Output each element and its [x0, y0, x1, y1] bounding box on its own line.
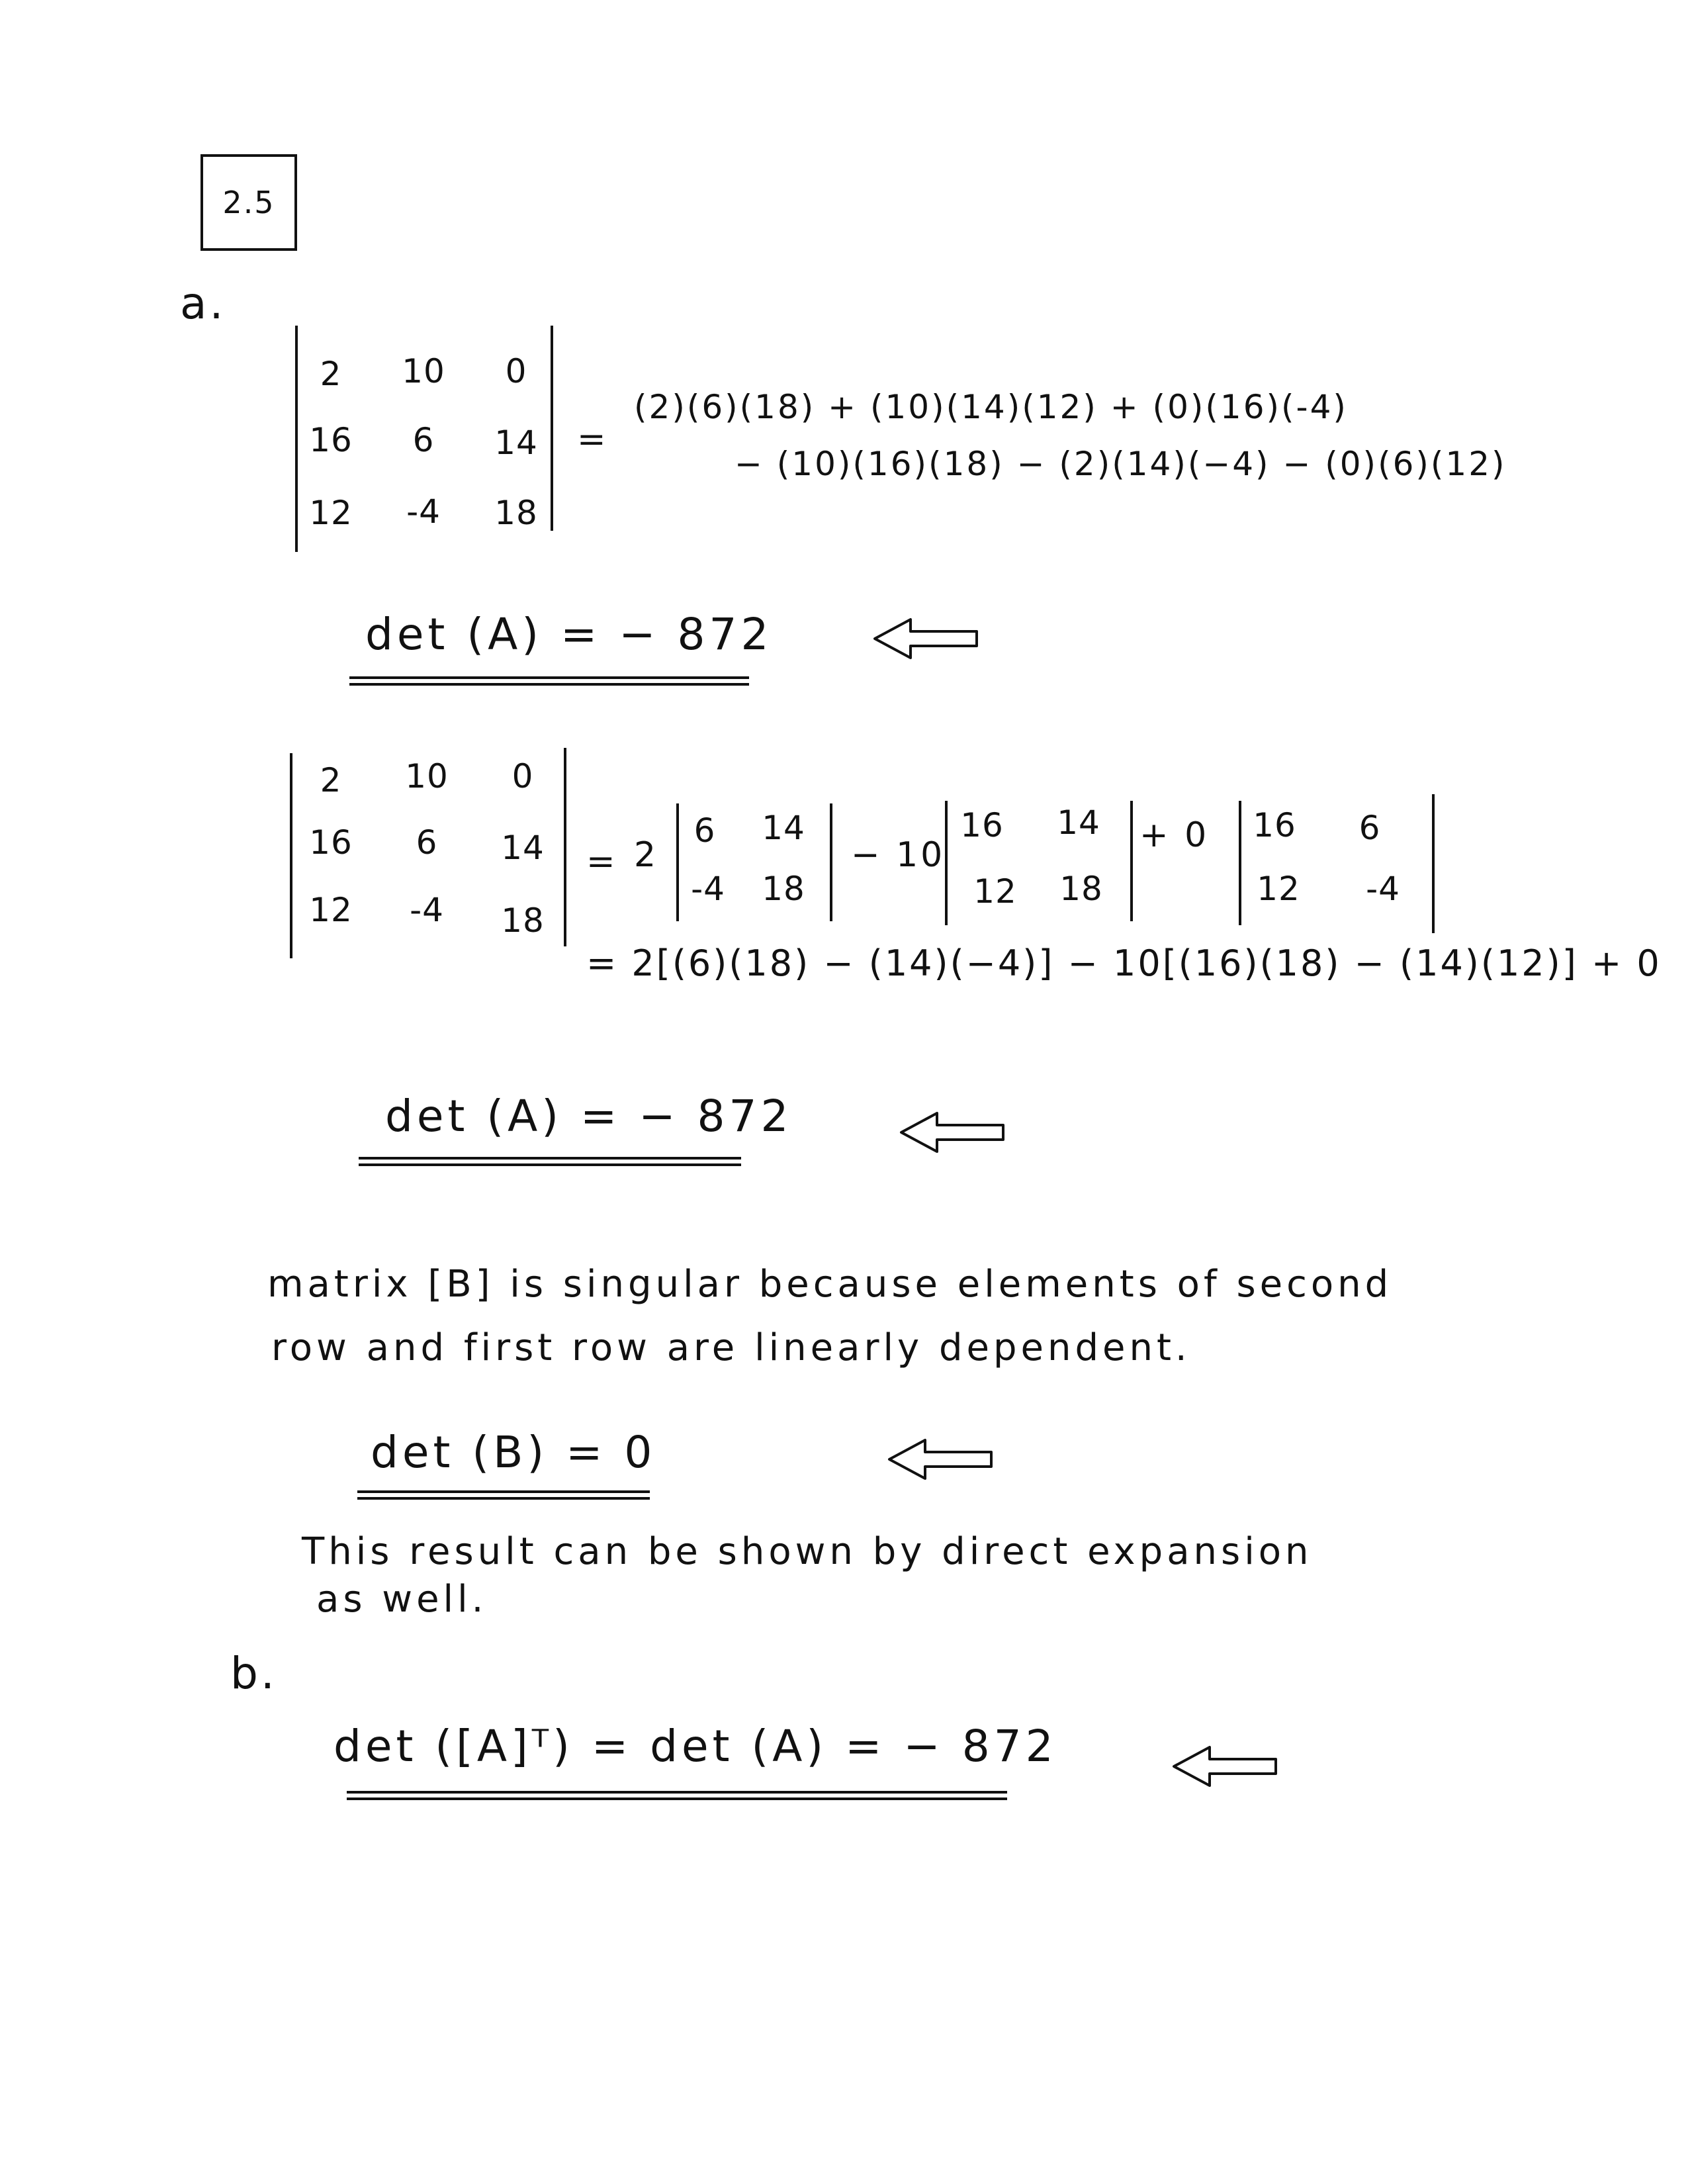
left-arrow-icon	[872, 615, 981, 662]
minor-cell: -4	[1366, 870, 1400, 908]
matrix-right-bar	[564, 748, 566, 946]
double-underline	[357, 1490, 650, 1500]
matrix-cell: 2	[320, 761, 342, 799]
matrix-cell: 2	[320, 355, 342, 393]
cofactor-coefficient-2: − 10	[851, 835, 946, 875]
sarrus-expansion-line-1: (2)(6)(18) + (10)(14)(12) + (0)(16)(-4)	[634, 388, 1348, 426]
det-a-result-2: det (A) = − 872	[385, 1091, 793, 1142]
matrix-cell: 0	[512, 757, 534, 796]
matrix-cell: 10	[402, 352, 445, 390]
cofactor-coefficient-1: 2	[634, 835, 659, 875]
matrix-cell: 18	[494, 494, 538, 532]
sarrus-expansion-line-2: − (10)(16)(18) − (2)(14)(−4) − (0)(6)(12)	[735, 445, 1507, 483]
matrix-cell: 10	[405, 757, 449, 796]
det-a-transpose-result: det ([A]ᵀ) = det (A) = − 872	[334, 1721, 1057, 1772]
double-underline	[349, 676, 749, 686]
matrix-cell: 0	[505, 352, 527, 390]
minor-cell: 16	[960, 806, 1004, 844]
matrix-cell: -4	[410, 891, 444, 929]
part-b-label: b.	[230, 1648, 277, 1699]
det-b-result: det (B) = 0	[371, 1427, 656, 1478]
equals-sign: =	[586, 842, 618, 882]
minor-cell: 14	[1057, 803, 1100, 842]
minor-cell: 12	[1257, 870, 1300, 908]
matrix-cell: 16	[309, 421, 353, 459]
double-underline	[359, 1157, 741, 1166]
cofactor-coefficient-3: + 0	[1139, 815, 1210, 855]
equals-sign: =	[577, 420, 609, 459]
det-a-result-1: det (A) = − 872	[365, 609, 773, 660]
cofactor-expansion-line: = 2[(6)(18) − (14)(−4)] − 10[(16)(18) − (14)(12)] + 0	[586, 942, 1662, 984]
left-arrow-icon	[1171, 1743, 1280, 1790]
minor-right-bar	[1130, 801, 1133, 921]
minor-cell: 12	[973, 872, 1017, 911]
minor-cell: 18	[1059, 870, 1103, 908]
singular-note-line-1: matrix [B] is singular because elements of second	[267, 1263, 1393, 1306]
part-a-label: a.	[180, 278, 226, 329]
minor-cell: 6	[693, 811, 716, 850]
minor-cell: 14	[762, 809, 805, 847]
minor-cell: -4	[691, 870, 725, 908]
matrix-cell: 6	[412, 421, 435, 459]
minor-right-bar	[1432, 794, 1435, 933]
problem-number: 2.5	[222, 185, 275, 220]
matrix-cell: 12	[309, 891, 353, 929]
matrix-cell: 16	[309, 823, 353, 862]
problem-number-box	[201, 154, 297, 251]
minor-cell: 18	[762, 870, 805, 908]
minor-cell: 6	[1359, 809, 1381, 847]
expansion-note-line-1: This result can be shown by direct expansion	[302, 1530, 1313, 1573]
expansion-note-line-2: as well.	[316, 1578, 488, 1621]
singular-note-line-2: row and first row are linearly dependent.	[271, 1326, 1191, 1369]
matrix-cell: 14	[494, 424, 538, 462]
minor-right-bar	[830, 803, 832, 921]
double-underline	[347, 1791, 1007, 1800]
matrix-cell: 12	[309, 494, 353, 532]
matrix-cell: 6	[416, 823, 438, 862]
minor-cell: 16	[1253, 806, 1296, 844]
matrix-cell: -4	[406, 492, 441, 531]
left-arrow-icon	[899, 1109, 1007, 1156]
matrix-cell: 18	[501, 901, 545, 940]
matrix-cell: 14	[501, 829, 545, 867]
left-arrow-icon	[887, 1436, 995, 1482]
